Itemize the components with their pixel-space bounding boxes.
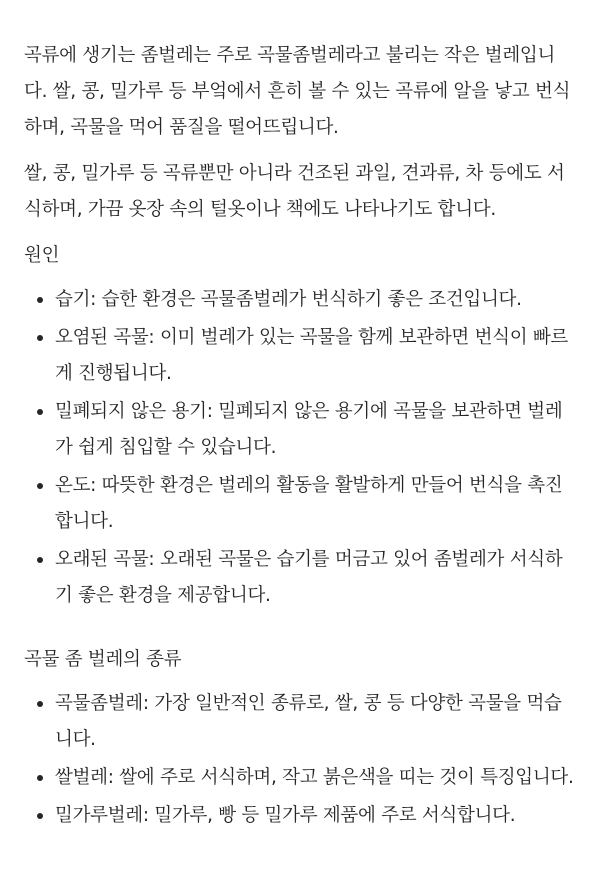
types-list	[24, 686, 576, 834]
list-item-text: 밀가루벌레: 밀가루, 빵 등 밀가루 제품에 주로 서식합니다.	[55, 805, 516, 826]
types-heading: 곡물 좀 벌레의 종류	[24, 649, 182, 670]
list-item	[55, 542, 576, 614]
causes-heading: 원인	[24, 245, 60, 266]
list-item-text: 밀폐되지 않은 용기: 밀폐되지 않은 용기에 곡물을 보관하면 벌레가 쉽게 침입할 수 있습니다.	[55, 401, 563, 458]
bullet-icon	[37, 701, 43, 707]
causes-list	[24, 282, 576, 614]
intro-paragraph-2: 쌀, 콩, 밀가루 등 곡류뿐만 아니라 건조된 과일, 견과류, 차 등에도 서식하며, 가끔 옷장 속의 털옷이나 책에도 나타나기도 합니다.	[24, 163, 565, 220]
list-item-text: 오래된 곡물: 오래된 곡물은 습기를 머금고 있어 좀벌레가 서식하기 좋은 환경을 제공합니다.	[55, 549, 563, 606]
list-item	[55, 282, 576, 318]
list-item	[55, 468, 576, 540]
intro-paragraph-1: 곡류에 생기는 좀벌레는 주로 곡물좀벌레라고 불리는 작은 벌레입니다. 쌀, 콩, 밀가루 등 부엌에서 흔히 볼 수 있는 곡류에 알을 낳고 번식하며, 곡물을 먹어 품질을 떨어뜨립니다.	[24, 45, 571, 138]
list-item-text: 오염된 곡물: 이미 벌레가 있는 곡물을 함께 보관하면 번식이 빠르게 진행됩니다.	[55, 327, 569, 384]
list-item-text: 쌀벌레: 쌀에 주로 서식하며, 작고 붉은색을 띠는 것이 특징입니다.	[55, 767, 574, 788]
list-item-text: 온도: 따뜻한 환경은 벌레의 활동을 활발하게 만들어 번식을 촉진합니다.	[55, 475, 563, 532]
bullet-icon	[37, 297, 43, 303]
bullet-icon	[37, 483, 43, 489]
list-item-text: 곡물좀벌레: 가장 일반적인 종류로, 쌀, 콩 등 다양한 곡물을 먹습니다.	[55, 693, 562, 750]
bullet-icon	[37, 335, 43, 341]
bullet-icon	[37, 813, 43, 819]
list-item	[55, 394, 576, 466]
list-item	[55, 760, 576, 796]
bullet-icon	[37, 557, 43, 563]
bullet-icon	[37, 409, 43, 415]
list-item	[55, 320, 576, 392]
list-item	[55, 686, 576, 758]
bullet-icon	[37, 775, 43, 781]
list-item-text: 습기: 습한 환경은 곡물좀벌레가 번식하기 좋은 조건입니다.	[55, 289, 522, 310]
list-item	[55, 798, 576, 834]
